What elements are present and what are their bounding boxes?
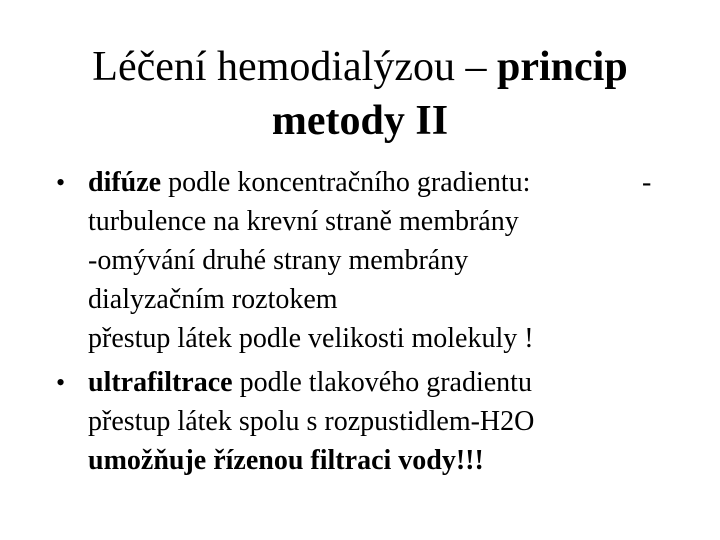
bullet-1-line-5: přestup látek podle velikosti molekuly ! xyxy=(88,323,534,354)
bullet-2-line-1 xyxy=(88,365,532,401)
bullet-marker: • xyxy=(56,168,66,197)
bullet-2-line-1-plain: podle tlakového gradientu xyxy=(232,367,532,398)
title-line-2: metody II xyxy=(271,98,449,144)
bullet-2-line-3: umožňuje řízenou filtraci vody!!! xyxy=(88,445,484,476)
bullet-1-line-3: -omývání druhé strany membrány xyxy=(88,245,469,276)
bullet-marker: • xyxy=(56,368,66,397)
bullet-2-line-2: přestup látek spolu s rozpustidlem-H2O xyxy=(88,406,535,437)
bullet-1-trailing-dash: - xyxy=(642,167,652,198)
bullet-1-line-4: dialyzačním roztokem xyxy=(88,284,338,315)
bullet-2-line-1-bold: ultrafiltrace xyxy=(88,367,233,398)
bullet-1-line-1-bold: difúze xyxy=(88,167,162,198)
title-line-1-bold: princip xyxy=(496,44,628,90)
bullet-1-line-1-plain: podle koncentračního gradientu: xyxy=(161,167,531,198)
title-line-1-plain: Léčení hemodialýzou – xyxy=(92,44,497,90)
bullet-1-line-1 xyxy=(88,165,530,201)
bullet-1-line-2: turbulence na krevní straně membrány xyxy=(88,206,519,237)
